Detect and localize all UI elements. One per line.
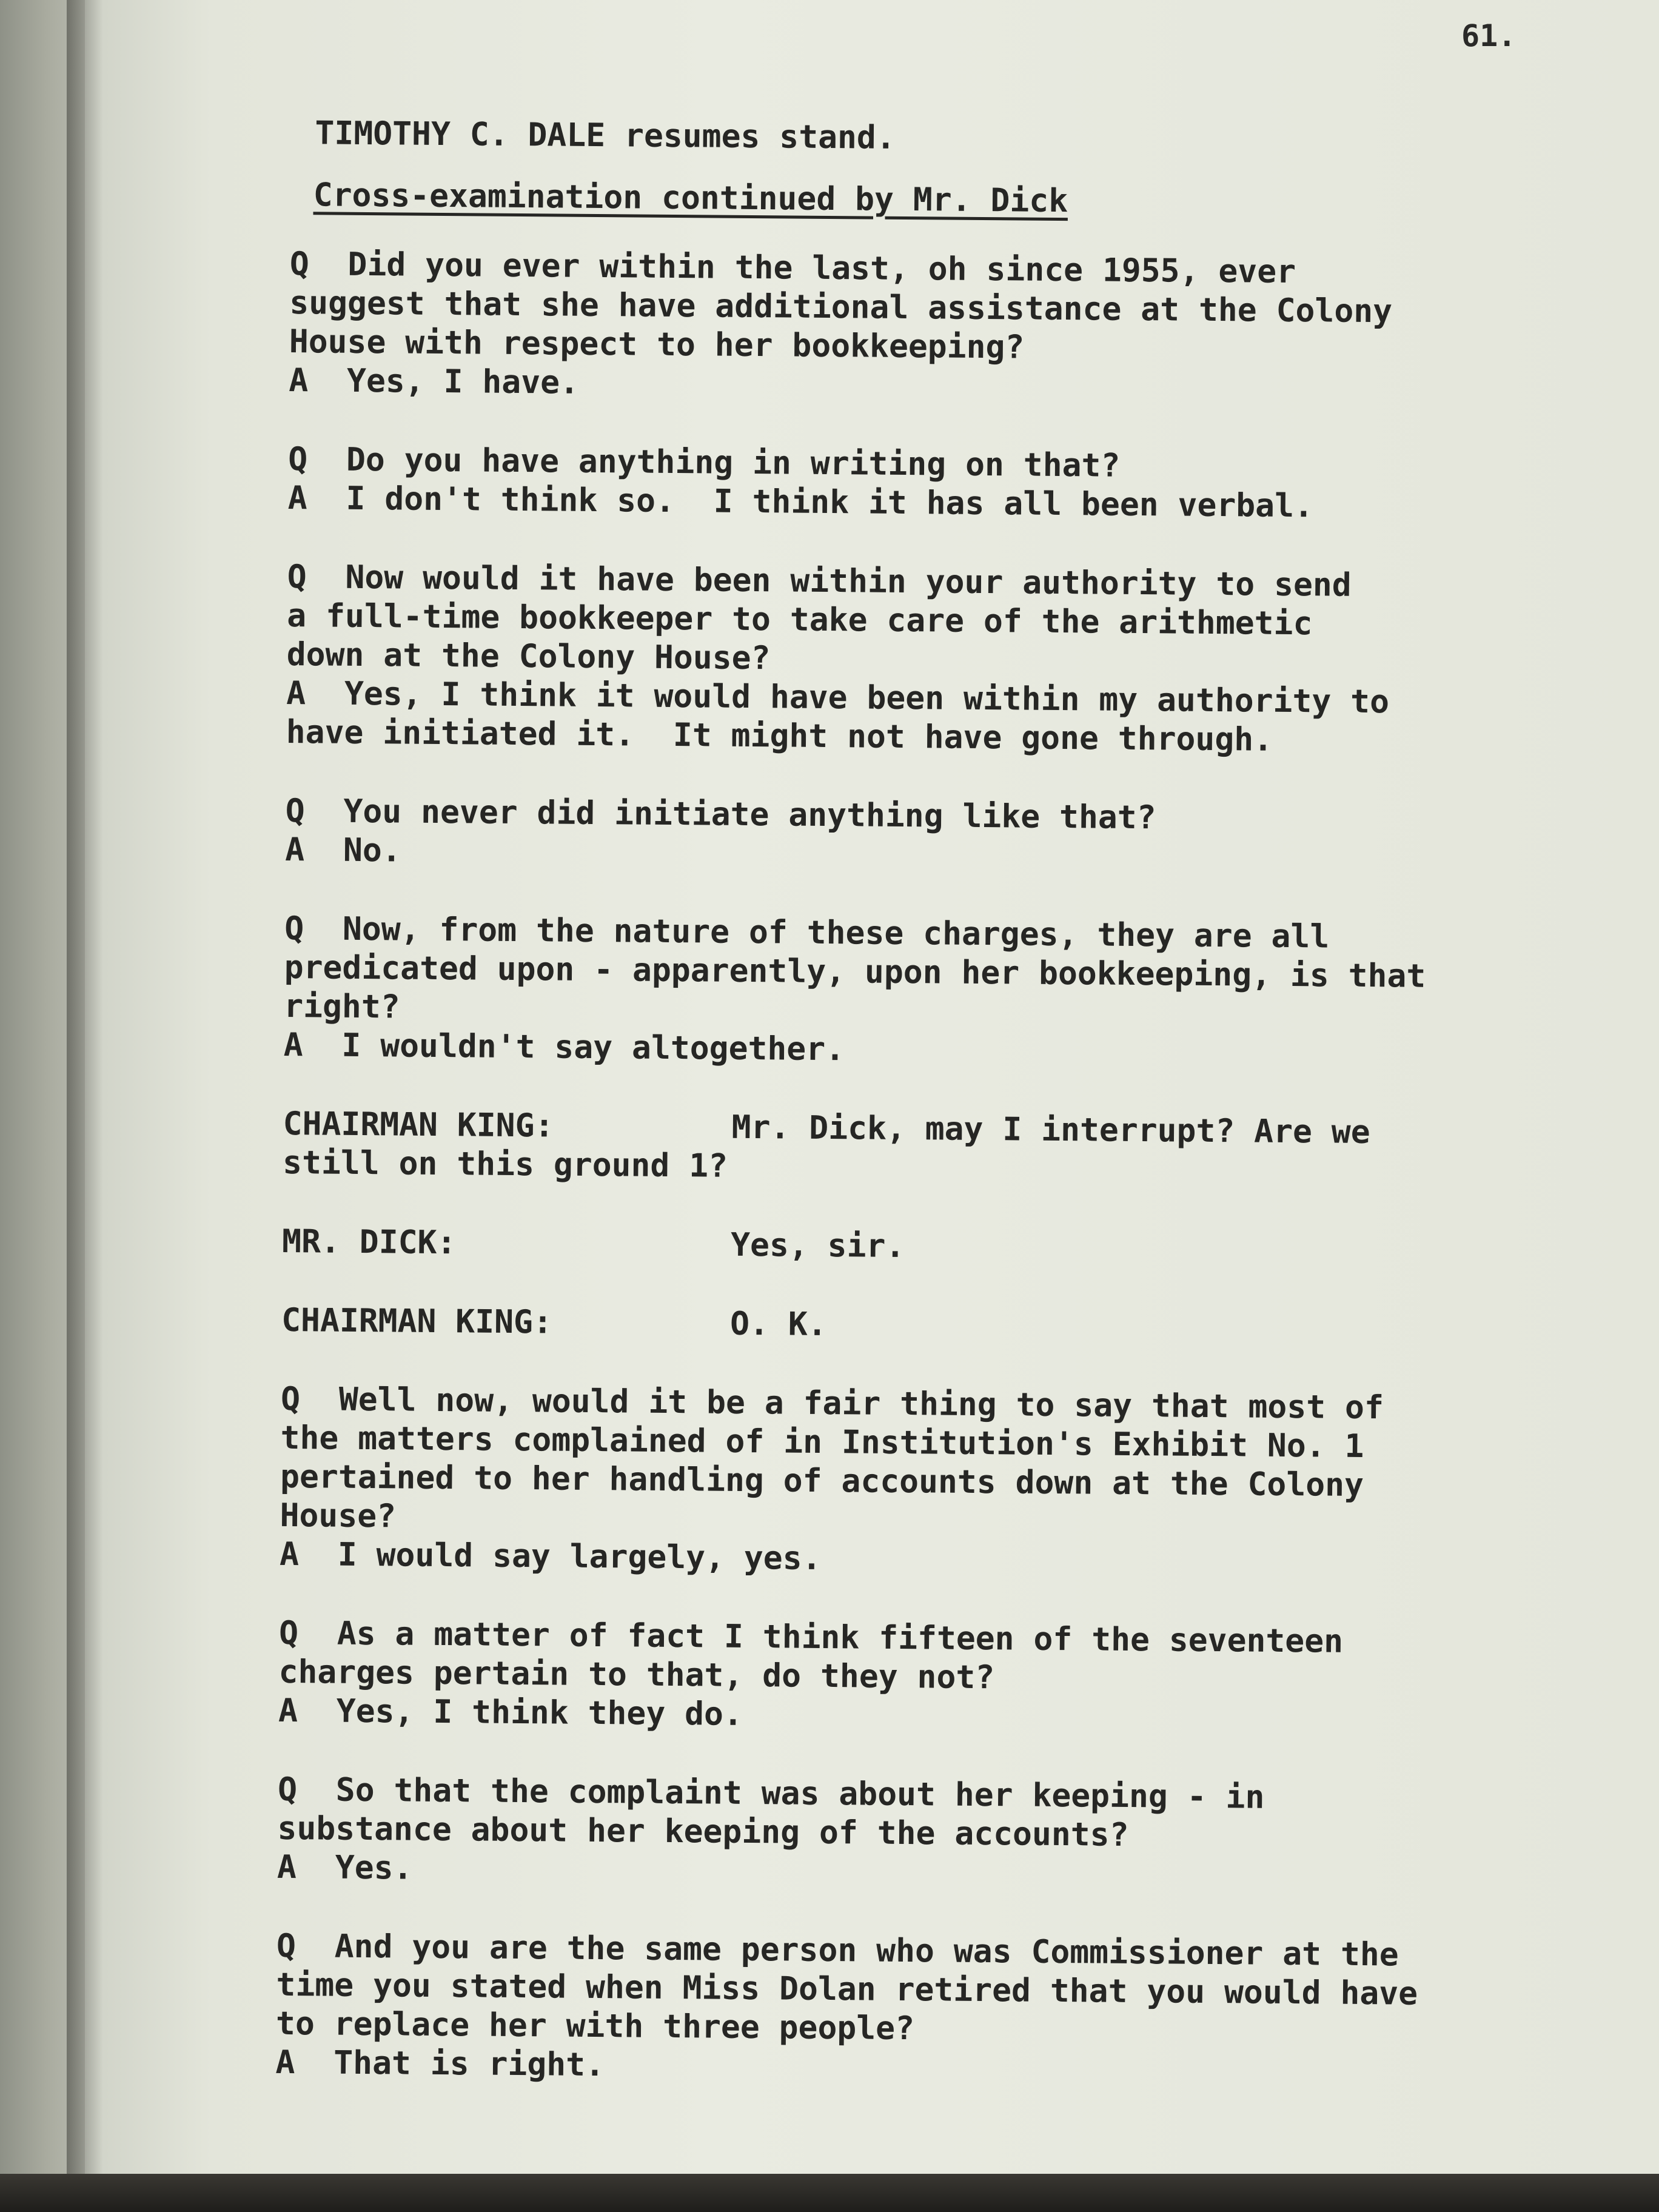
transcript-body (275, 97, 1564, 2132)
answer-text: A Yes, I think it would have been within my authority to have initiated it. It might not have gone through. (286, 674, 1390, 759)
question-text: Q And you are the same person who was Commissioner at the time you stated when Miss Dolan retired that you would have to replace her with three people? (275, 1927, 1418, 2048)
question-text: Q Did you ever within the last, oh since 1955, ever suggest that she have additional assistance at the Colony House with respect to her bookkeeping? (289, 245, 1393, 366)
qa-pair (278, 1614, 1552, 1740)
qa-pair (277, 1771, 1551, 1897)
answer-text: A I wouldn't say altogether. (283, 1026, 845, 1068)
answer-text: A Yes, I have. (289, 361, 580, 401)
section-heading: Cross-examination continued by Mr. Dick (313, 176, 1068, 220)
answer-text: A I would say largely, yes. (279, 1535, 822, 1577)
qa-pair (280, 1380, 1554, 1584)
answer-text: A No. (285, 831, 401, 870)
question-text: Q You never did initiate anything like that? (285, 792, 1156, 837)
question-text: Q So that the complaint was about her keeping - in substance about her keeping of the accounts? (277, 1771, 1265, 1854)
speech-text: O. K. (729, 1305, 827, 1344)
qa-pair (283, 910, 1558, 1074)
witness-resumes-line: TIMOTHY C. DALE resumes stand. (315, 115, 896, 156)
book-spine-shadow (67, 0, 103, 2177)
colloquy-line (282, 1222, 1555, 1271)
question-text: Q Do you have anything in writing on that? (288, 440, 1121, 484)
answer-text: A Yes. (276, 1848, 413, 1887)
question-text: Q Well now, would it be a fair thing to say that most of the matters complained of in Institution's Exhibit No. 1 pertained to her handling of accounts down at the Colony House? (280, 1380, 1384, 1535)
question-text: Q Now, from the nature of these charges, they are all predicated upon - apparently, upon her bookkeeping, is that right? (283, 910, 1426, 1026)
answer-text: A That is right. (275, 2043, 605, 2084)
speech-text: Yes, sir. (730, 1226, 905, 1265)
speaker-name: CHAIRMAN KING: (281, 1301, 553, 1341)
speaker-name: CHAIRMAN KING: (283, 1105, 554, 1145)
qa-pair (286, 558, 1561, 762)
qa-pair (289, 245, 1563, 410)
speech-text: Mr. Dick, may I interrupt? Are we (731, 1108, 1370, 1151)
answer-text: A Yes, I think they do. (278, 1692, 743, 1733)
qa-pair (285, 792, 1559, 879)
page-number: 61. (1461, 18, 1517, 53)
question-text: Q Now would it have been within your authority to send a full-time bookkeeper to take care of the arithmetic down at the Colony House? (286, 558, 1352, 677)
speech-continuation: still on this ground 1? (282, 1144, 728, 1185)
question-text: Q As a matter of fact I think fifteen of the seventeen charges pertain to that, do they not? (278, 1614, 1344, 1697)
colloquy-line (283, 1105, 1557, 1192)
qa-pair (288, 440, 1562, 528)
answer-text: A I don't think so. I think it has all been verbal. (287, 479, 1314, 525)
qa-pair (275, 1927, 1550, 2092)
page-bottom-shadow (0, 2174, 1659, 2212)
speaker-name: MR. DICK: (281, 1222, 457, 1262)
colloquy-line (281, 1301, 1555, 1350)
